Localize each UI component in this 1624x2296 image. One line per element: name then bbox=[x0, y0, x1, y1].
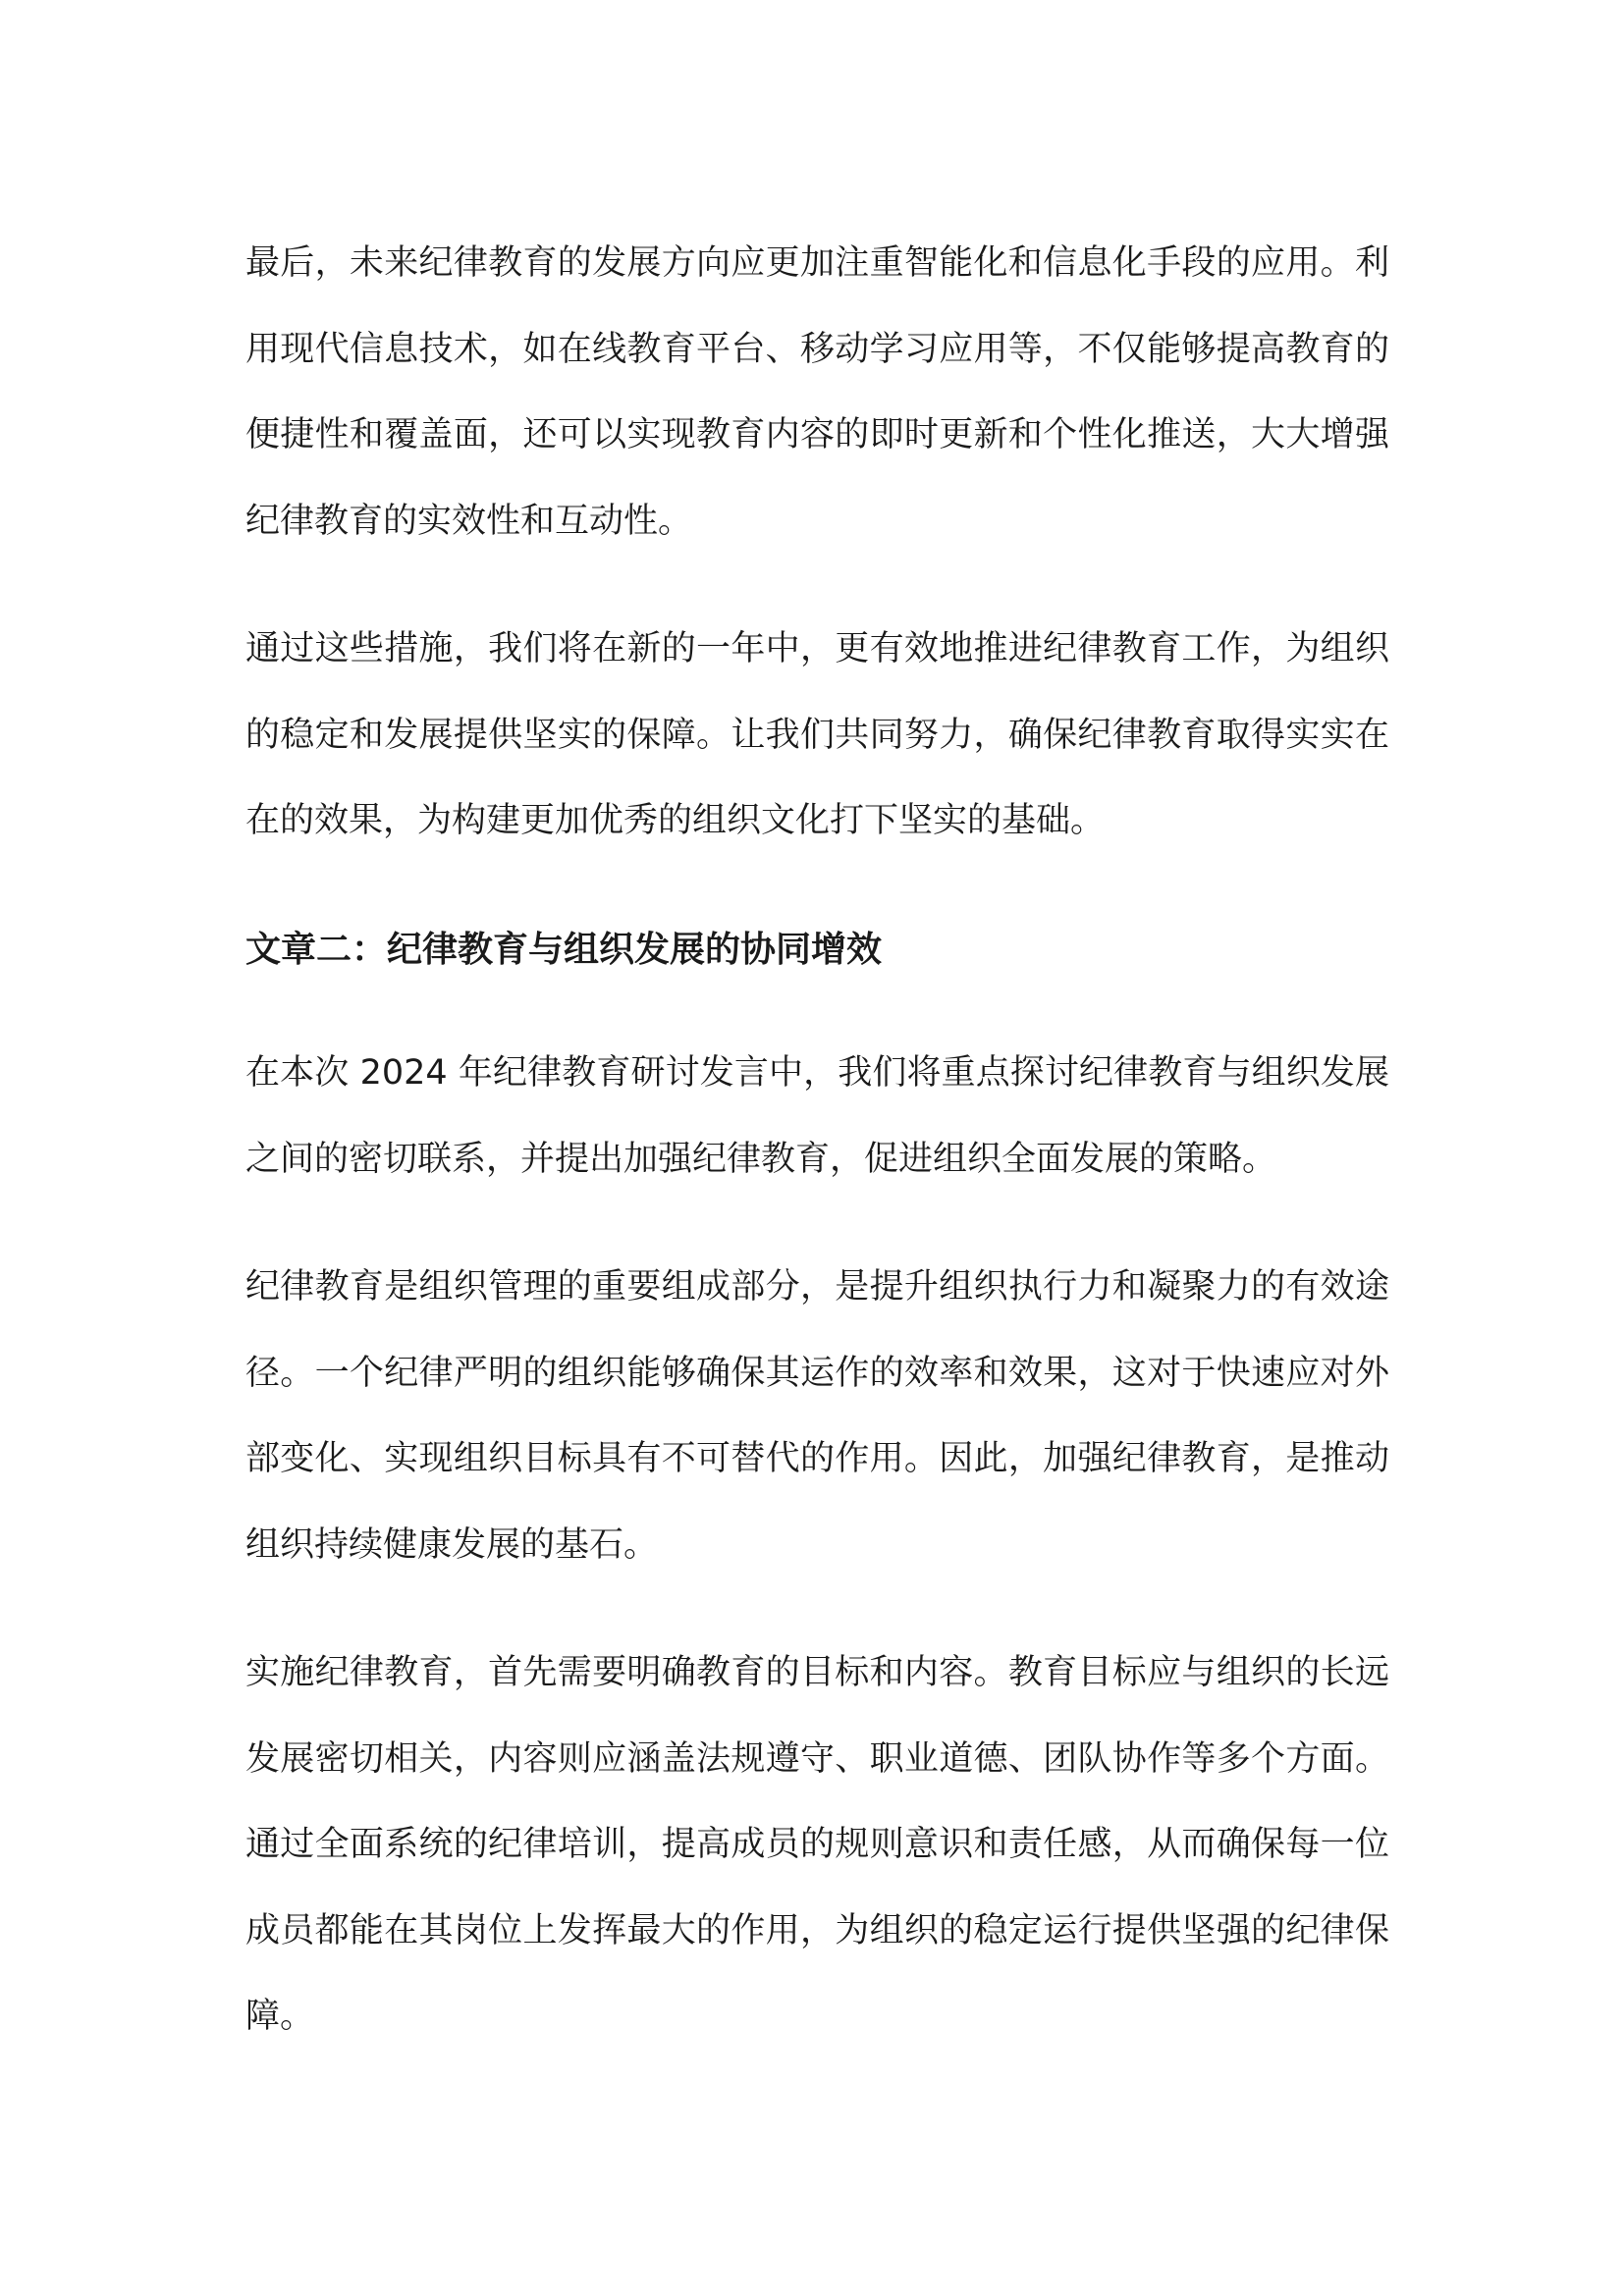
paragraph-implementation: 实施纪律教育，首先需要明确教育的目标和内容。教育目标应与组织的长远发展密切相关，内容则应涵盖法规遵守、职业道德、团队协作等多个方面。通过全面系统的纪律培训，提高成员的规则意识和责任感，从而确保每一位成员都能在其岗位上发挥最大的作用，为组织的稳定运行提供坚强的纪律保障。 bbox=[245, 1653, 1389, 2036]
paragraph-future-direction: 最后，未来纪律教育的发展方向应更加注重智能化和信息化手段的应用。利用现代信息技术，如在线教育平台、移动学习应用等，不仅能够提高教育的便捷性和覆盖面，还可以实现教育内容的即时更新和个性化推送，大大增强纪律教育的实效性和互动性。 bbox=[245, 243, 1389, 541]
paragraph-intro: 在本次 2024 年纪律教育研讨发言中，我们将重点探讨纪律教育与组织发展之间的密切联系，并提出加强纪律教育，促进组织全面发展的策略。 bbox=[245, 1053, 1389, 1179]
paragraph-measures-summary: 通过这些措施，我们将在新的一年中，更有效地推进纪律教育工作，为组织的稳定和发展提供坚实的保障。让我们共同努力，确保纪律教育取得实实在在的效果，为构建更加优秀的组织文化打下坚实的基础。 bbox=[245, 629, 1389, 840]
document-body bbox=[245, 221, 1389, 2103]
paragraph-importance: 纪律教育是组织管理的重要组成部分，是提升组织执行力和凝聚力的有效途径。一个纪律严明的组织能够确保其运作的效率和效果，这对于快速应对外部变化、实现组织目标具有不可替代的作用。因此，加强纪律教育，是推动组织持续健康发展的基石。 bbox=[245, 1267, 1389, 1565]
article-two-heading: 文章二：纪律教育与组织发展的协同增效 bbox=[245, 929, 883, 970]
